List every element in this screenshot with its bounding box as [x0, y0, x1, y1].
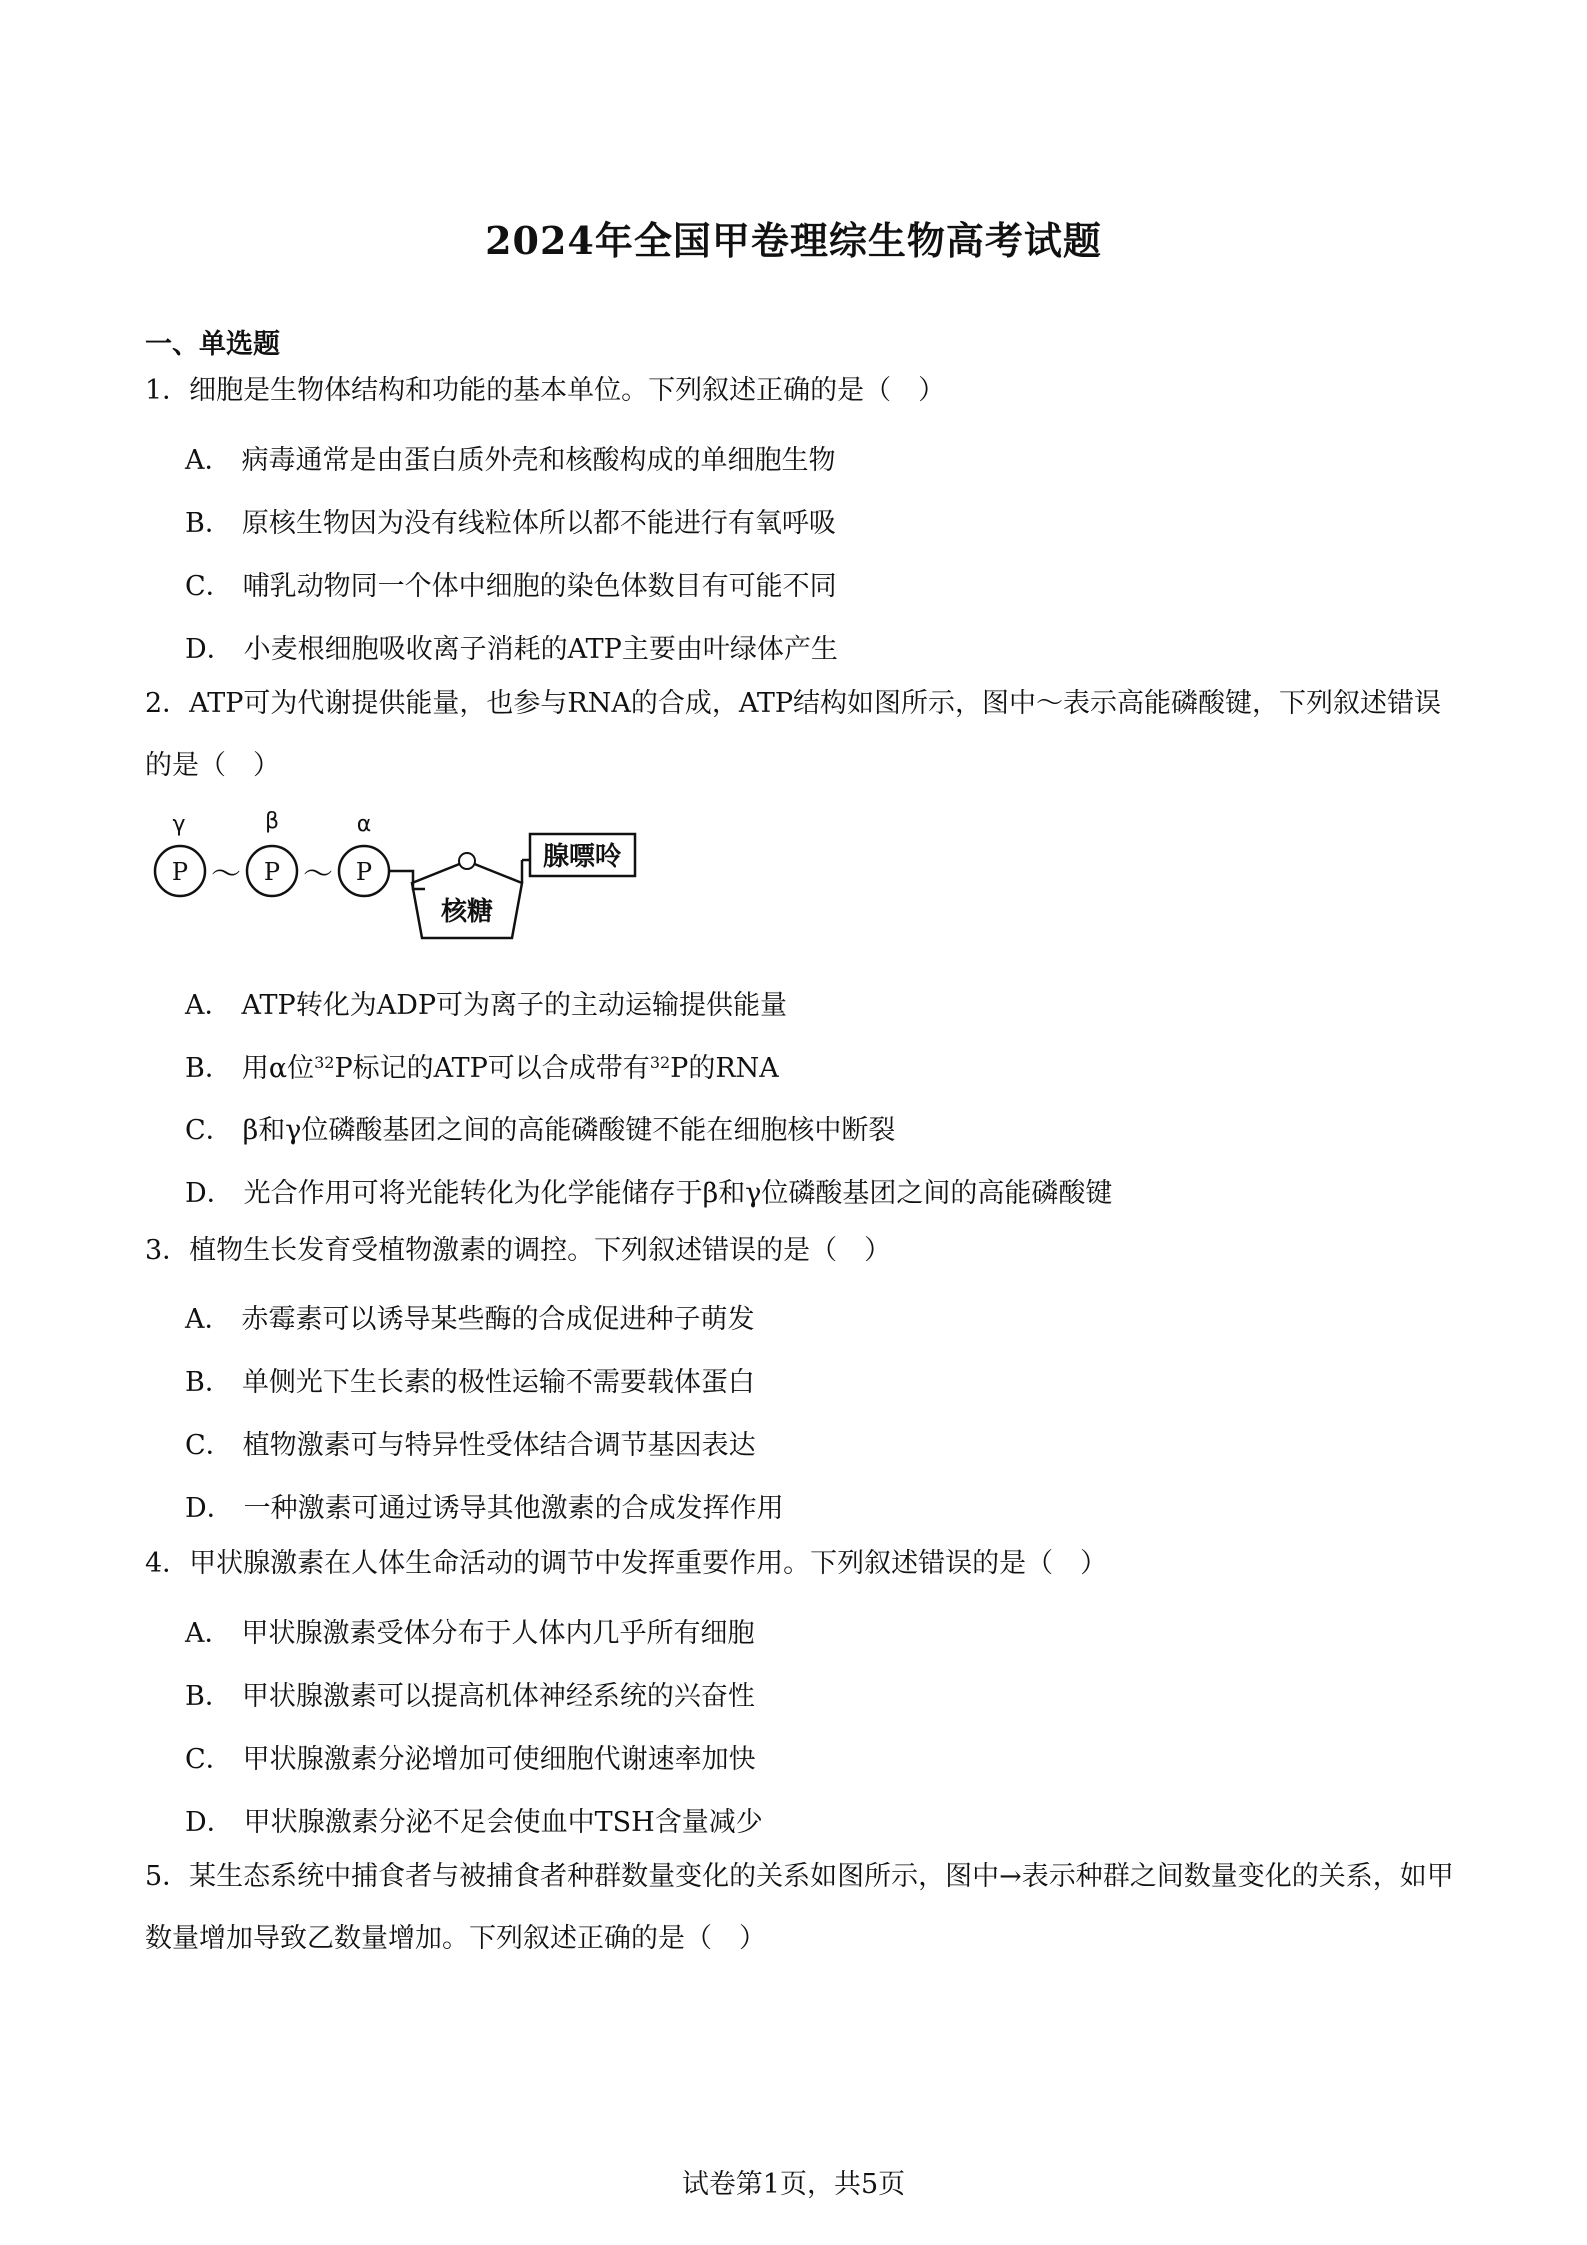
ribose-label: 核糖 [440, 897, 494, 927]
question-1-stem: 1．细胞是生物体结构和功能的基本单位。下列叙述正确的是（ ） [145, 375, 946, 406]
option-text: 赤霉素可以诱导某些酶的合成促进种子萌发 [241, 1304, 755, 1335]
phosphate-gamma-label: P [171, 858, 189, 886]
option-label: B． [185, 1681, 232, 1712]
option-text-pre: 用α位 [241, 1053, 315, 1084]
option-label: D． [185, 634, 234, 665]
option-label: C． [185, 1744, 233, 1775]
question-2-option-d [185, 1171, 1112, 1210]
option-text-post: P的RNA [670, 1053, 779, 1084]
question-4-option-d [185, 1800, 763, 1839]
question-1-option-c [185, 564, 837, 603]
isotope-superscript: 32 [314, 1053, 335, 1072]
option-text: ATP转化为ADP可为离子的主动运输提供能量 [241, 990, 788, 1021]
page-title: 2024年全国甲卷理综生物高考试题 [485, 218, 1102, 263]
high-energy-bond-1: ～ [211, 857, 241, 892]
question-4-option-a [185, 1611, 755, 1650]
option-text: 光合作用可将光能转化为化学能储存于β和γ位磷酸基团之间的高能磷酸键 [243, 1178, 1113, 1209]
adenine-label: 腺嘌呤 [542, 842, 622, 872]
option-text: 植物激素可与特异性受体结合调节基因表达 [242, 1430, 756, 1461]
option-text: 单侧光下生长素的极性运输不需要载体蛋白 [241, 1367, 755, 1398]
question-3-option-b [185, 1360, 755, 1399]
ribose-oxygen-atom [459, 853, 475, 869]
option-text: 一种激素可通过诱导其他激素的合成发挥作用 [243, 1493, 784, 1524]
option-text: 甲状腺激素分泌不足会使血中TSH含量减少 [243, 1807, 763, 1838]
option-text: 甲状腺激素分泌增加可使细胞代谢速率加快 [242, 1744, 756, 1775]
question-1-option-b [185, 501, 836, 540]
question-2-option-c [185, 1108, 895, 1147]
question-2-stem: 2．ATP可为代谢提供能量，也参与RNA的合成，ATP结构如图所示，图中～表示高能磷酸键，下列叙述错误的是（ ） [145, 688, 1442, 781]
option-label: D． [185, 1178, 234, 1209]
option-label: D． [185, 1493, 234, 1524]
option-label: C． [185, 1115, 233, 1146]
question-3-stem: 3．植物生长发育受植物激素的调控。下列叙述错误的是（ ） [145, 1235, 892, 1266]
question-3-option-a [185, 1297, 755, 1336]
question-1-option-d [185, 627, 838, 666]
option-label: C． [185, 571, 233, 602]
page-footer: 试卷第1页，共5页 [681, 2169, 906, 2200]
option-text: 甲状腺激素受体分布于人体内几乎所有细胞 [241, 1618, 755, 1649]
option-label: A． [185, 1618, 232, 1649]
question-4-stem: 4．甲状腺激素在人体生命活动的调节中发挥重要作用。下列叙述错误的是（ ） [145, 1548, 1108, 1579]
option-label: B． [185, 1367, 232, 1398]
section-heading: 一、单选题 [145, 329, 280, 360]
option-text: 甲状腺激素可以提高机体神经系统的兴奋性 [241, 1681, 755, 1712]
phosphate-beta-label: P [263, 858, 281, 886]
beta-label: β [264, 809, 280, 834]
question-4-option-b [185, 1674, 755, 1713]
question-2-option-b [185, 1046, 779, 1085]
option-text: 哺乳动物同一个体中细胞的染色体数目有可能不同 [242, 571, 837, 602]
gamma-label: γ [172, 812, 186, 837]
question-4-option-c [185, 1737, 756, 1776]
question-1-option-a [185, 438, 836, 477]
atp-structure-diagram [145, 808, 665, 968]
option-label: B． [185, 1053, 232, 1084]
question-5-stem: 5．某生态系统中捕食者与被捕食者种群数量变化的关系如图所示，图中→表示种群之间数量变化的关系，如甲数量增加导致乙数量增加。下列叙述正确的是（ ） [145, 1861, 1454, 1954]
option-label: B． [185, 508, 232, 539]
option-text-mid: P标记的ATP可以合成带有 [334, 1053, 650, 1084]
isotope-superscript: 32 [649, 1053, 671, 1072]
option-text: 病毒通常是由蛋白质外壳和核酸构成的单细胞生物 [241, 445, 836, 476]
question-3-option-c [185, 1423, 756, 1462]
question-3-option-d [185, 1486, 784, 1525]
option-text: β和γ位磷酸基团之间的高能磷酸键不能在细胞核中断裂 [242, 1115, 896, 1146]
option-label: D． [185, 1807, 234, 1838]
option-text: 原核生物因为没有线粒体所以都不能进行有氧呼吸 [241, 508, 836, 539]
question-2-option-a [185, 983, 787, 1022]
phosphate-alpha-label: P [355, 858, 373, 886]
option-label: C． [185, 1430, 233, 1461]
option-label: A． [185, 1304, 232, 1335]
alpha-label: α [356, 812, 372, 837]
option-text: 小麦根细胞吸收离子消耗的ATP主要由叶绿体产生 [243, 634, 838, 665]
option-label: A． [185, 445, 232, 476]
option-label: A． [185, 990, 232, 1021]
high-energy-bond-2: ～ [303, 857, 333, 892]
